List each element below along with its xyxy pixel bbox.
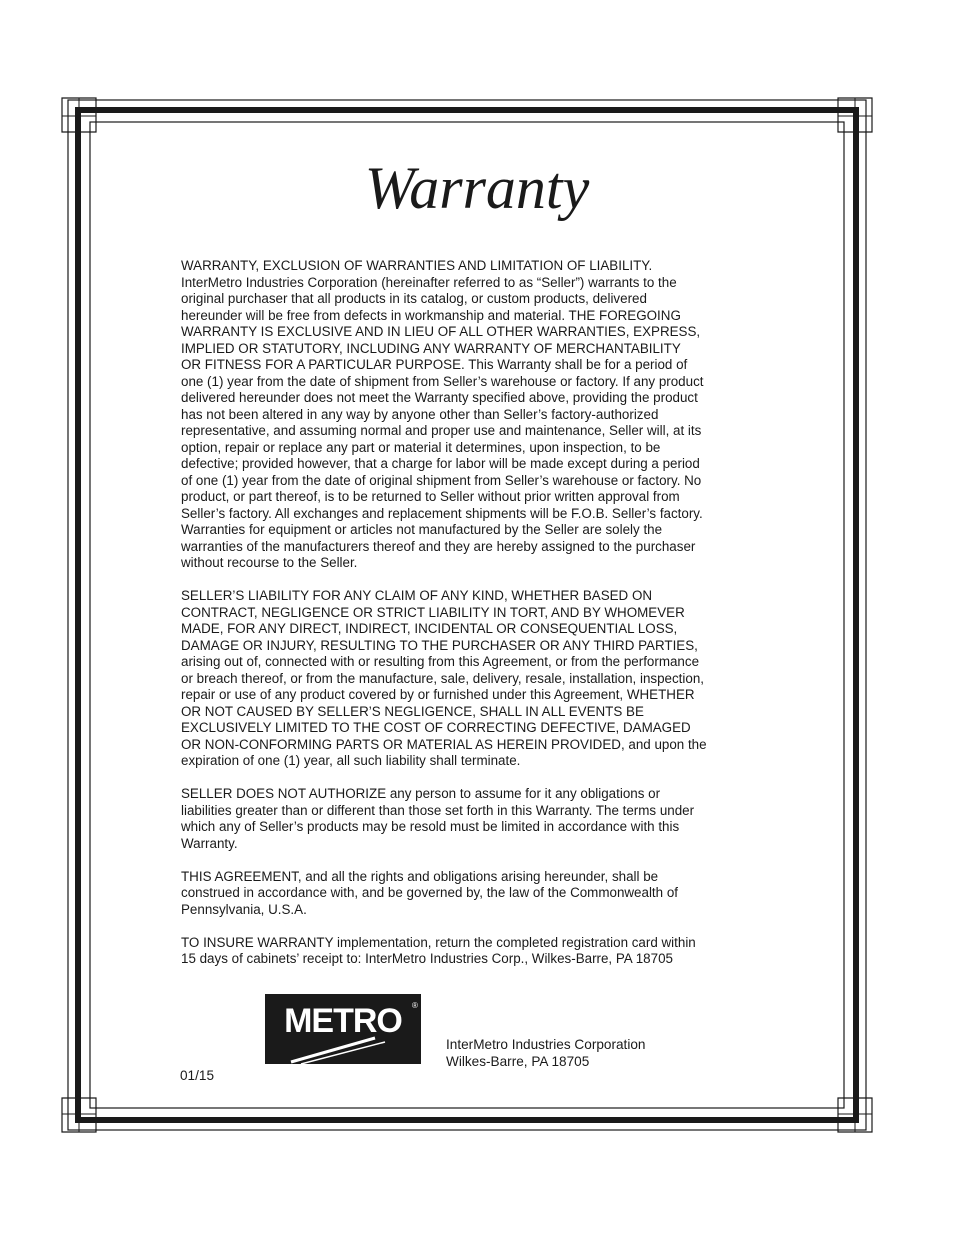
warranty-paragraph bbox=[181, 258, 751, 572]
warranty-paragraph bbox=[181, 786, 751, 852]
text-line: liabilities greater than or different than those set forth in this Warranty. The terms under bbox=[181, 802, 695, 818]
text-line: construed in accordance with, and be governed by, the law of the Commonwealth of bbox=[181, 885, 678, 900]
text-line: repair or use of any product covered by or furnished under this Agreement, WHETHER bbox=[181, 687, 695, 702]
company-address bbox=[446, 1036, 645, 1070]
text-line: WARRANTY, EXCLUSION OF WARRANTIES AND LIMITATION OF LIABILITY. bbox=[181, 258, 653, 273]
text-line: Warranty. bbox=[181, 835, 238, 851]
text-line: 15 days of cabinets’ receipt to: InterMetro Industries Corp., Wilkes-Barre, PA 18705 bbox=[181, 951, 673, 966]
text-line: hereunder will be free from defects in workmanship and material. THE FOREGOING bbox=[181, 307, 681, 323]
warranty-paragraph bbox=[181, 869, 751, 919]
text-line: warranties of the manufacturers thereof and they are hereby assigned to the purchaser bbox=[181, 538, 696, 554]
text-line: SELLER DOES NOT AUTHORIZE any person to assume for it any obligations or bbox=[181, 786, 661, 801]
text-line: DAMAGE OR INJURY, RESULTING TO THE PURCHASER OR ANY THIRD PARTIES, bbox=[181, 637, 698, 653]
svg-text:METRO: METRO bbox=[284, 1002, 402, 1040]
text-line: which any of Seller’s products may be resold must be limited in accordance with this bbox=[181, 819, 680, 834]
text-line: one (1) year from the date of shipment from Seller’s warehouse or factory. If any product bbox=[181, 373, 704, 389]
text-line: THIS AGREEMENT, and all the rights and obligations arising hereunder, shall be bbox=[181, 868, 659, 884]
text-line: SELLER’S LIABILITY FOR ANY CLAIM OF ANY KIND, WHETHER BASED ON bbox=[181, 588, 653, 603]
warranty-body bbox=[181, 258, 751, 984]
text-line: expiration of one (1) year, all such liability shall terminate. bbox=[181, 753, 521, 768]
text-line: OR FITNESS FOR A PARTICULAR PURPOSE. This Warranty shall be for a period of bbox=[181, 357, 688, 372]
warranty-paragraph bbox=[181, 588, 751, 770]
text-line: delivered hereunder does not meet the Warranty specified above, providing the product bbox=[181, 390, 698, 405]
text-line: defective; provided however, that a charge for labor will be made except during a period bbox=[181, 456, 700, 471]
text-line: of one (1) year from the date of original shipment from Seller’s warehouse or factory. No bbox=[181, 472, 702, 488]
text-line: arising out of, connected with or resulting from this Agreement, or from the performance bbox=[181, 654, 700, 669]
text-line: Seller’s factory. All exchanges and replacement shipments will be F.O.B. Seller’s factory. bbox=[181, 505, 703, 521]
text-line: EXCLUSIVELY LIMITED TO THE COST OF CORRECTING DEFECTIVE, DAMAGED bbox=[181, 720, 691, 735]
text-line: MADE, FOR ANY DIRECT, INDIRECT, INCIDENTAL OR CONSEQUENTIAL LOSS, bbox=[181, 621, 678, 636]
text-line: original purchaser that all products in its catalog, or custom products, delivered bbox=[181, 291, 647, 306]
svg-text:®: ® bbox=[412, 1001, 418, 1010]
text-line: Pennsylvania, U.S.A. bbox=[181, 901, 307, 917]
text-line: representative, and assuming normal and proper use and maintenance, Seller will, at its bbox=[181, 423, 702, 438]
text-line: Warranties for equipment or articles not manufactured by the Seller are solely the bbox=[181, 522, 663, 537]
text-line: OR NON-CONFORMING PARTS OR MATERIAL AS HEREIN PROVIDED, and upon the bbox=[181, 736, 707, 752]
warranty-paragraph bbox=[181, 935, 751, 968]
text-line: OR NOT CAUSED BY SELLER’S NEGLIGENCE, SHALL IN ALL EVENTS BE bbox=[181, 703, 644, 719]
page-title: Warranty bbox=[364, 155, 590, 221]
metro-logo bbox=[265, 994, 421, 1064]
document-code: 01/15 bbox=[180, 1068, 215, 1083]
text-line: WARRANTY IS EXCLUSIVE AND IN LIEU OF ALL OTHER WARRANTIES, EXPRESS, bbox=[181, 324, 701, 339]
text-line: product, or part thereof, is to be returned to Seller without prior written approval from bbox=[181, 489, 680, 504]
text-line: CONTRACT, NEGLIGENCE OR STRICT LIABILITY IN TORT, AND BY WHOMEVER bbox=[181, 604, 685, 620]
company-name: InterMetro Industries Corporation bbox=[446, 1037, 646, 1052]
text-line: has not been altered in any way by anyone other than Seller’s factory-authorized bbox=[181, 406, 659, 422]
company-city: Wilkes-Barre, PA 18705 bbox=[446, 1054, 590, 1069]
text-line: IMPLIED OR STATUTORY, INCLUDING ANY WARRANTY OF MERCHANTABILITY bbox=[181, 340, 681, 356]
text-line: without recourse to the Seller. bbox=[181, 555, 358, 570]
text-line: option, repair or replace any part or material it determines, upon inspection, to be bbox=[181, 439, 661, 455]
text-line: or breach thereof, or from the manufacture, sale, delivery, resale, installation, inspection, bbox=[181, 670, 704, 686]
text-line: TO INSURE WARRANTY implementation, return the completed registration card within bbox=[181, 934, 696, 950]
text-line: InterMetro Industries Corporation (hereinafter referred to as “Seller”) warrants to the bbox=[181, 274, 677, 290]
